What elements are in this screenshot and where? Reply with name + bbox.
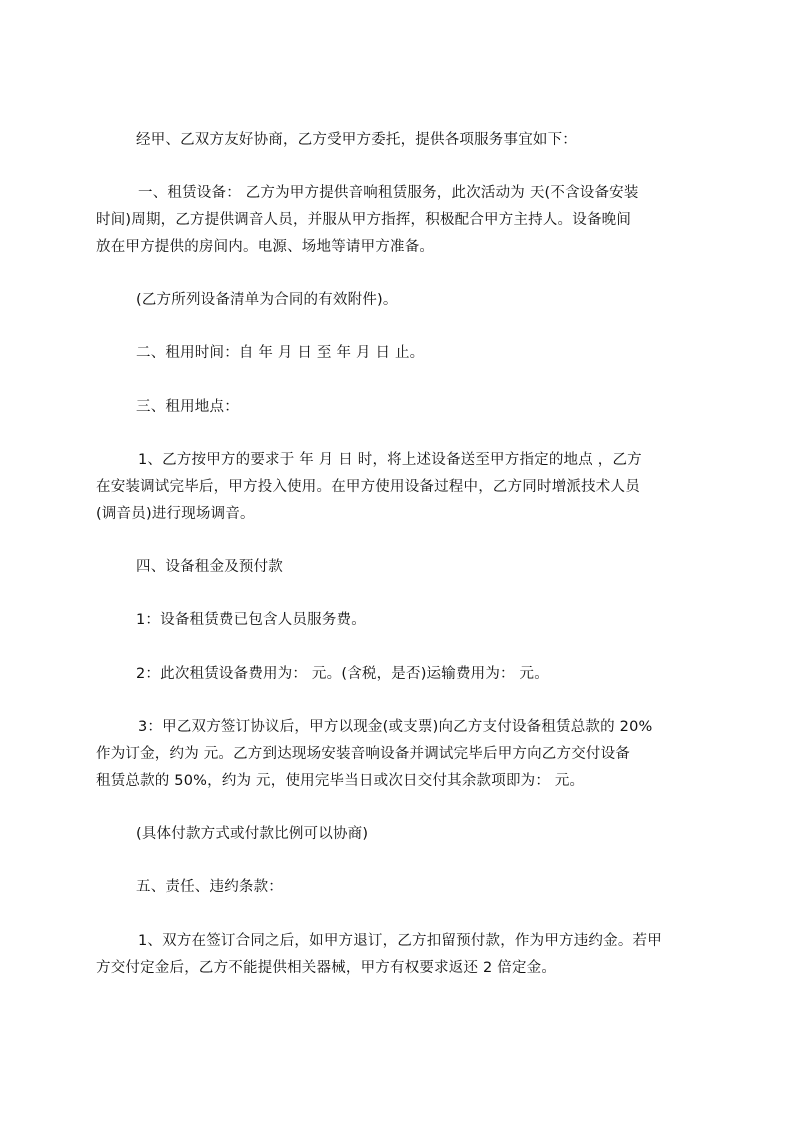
- section-5-item-1-line-1: 1、双方在签订合同之后，如甲方退订，乙方扣留预付款，作为甲方违约金。若甲: [138, 933, 662, 949]
- equipment-list-note: (乙方所列设备清单为合同的有效附件)。: [136, 292, 398, 308]
- section-3-title: 三、租用地点：: [136, 399, 239, 415]
- section-3-item-1-line-3: (调音员)进行现场调音。: [96, 506, 255, 522]
- intro-paragraph: 经甲、乙双方友好协商，乙方受甲方委托，提供各项服务事宜如下：: [136, 132, 577, 148]
- section-5-title: 五、责任、违约条款：: [136, 879, 283, 895]
- section-4-item-2: 2：此次租赁设备费用为： 元。(含税，是否)运输费用为： 元。: [136, 666, 549, 682]
- section-1-line-3: 放在甲方提供的房间内。电源、场地等请甲方准备。: [96, 239, 435, 255]
- section-4-item-3: [96, 714, 706, 795]
- section-5-item-1-line-2: 方交付定金后，乙方不能提供相关器械，甲方有权要求返还 2 倍定金。: [96, 960, 557, 976]
- section-4-title: 四、设备租金及预付款: [136, 559, 283, 575]
- payment-negotiable-note: (具体付款方式或付款比例可以协商): [136, 826, 369, 842]
- section-2-rental-period: 二、租用时间：自 年 月 日 至 年 月 日 止。: [136, 345, 425, 361]
- section-3-item-1-line-1: 1、乙方按甲方的要求于 年 月 日 时，将上述设备送至甲方指定的地点 ，乙方: [138, 452, 642, 468]
- section-3-item-1-line-2: 在安装调试完毕后，甲方投入使用。在甲方使用设备过程中，乙方同时增派技术人员: [96, 479, 640, 495]
- section-4-item-1: 1：设备租赁费已包含人员服务费。: [136, 612, 366, 628]
- section-4-item-3-line-1: 3：甲乙双方签订协议后，甲方以现金(或支票)向乙方支付设备租赁总款的 20%: [138, 719, 653, 735]
- section-1-line-2: 时间)周期，乙方提供调音人员，并服从甲方指挥，积极配合甲方主持人。设备晚间: [96, 212, 632, 228]
- section-4-item-3-line-2: 作为订金，约为 元。乙方到达现场安装音响设备并调试完毕后甲方向乙方交付设备: [96, 746, 631, 762]
- section-1-rental-equipment: [96, 180, 706, 261]
- section-1-line-1: 一、租赁设备： 乙方为甲方提供音响租赁服务，此次活动为 天(不含设备安装: [138, 185, 639, 201]
- section-3-item-1: [96, 447, 706, 528]
- section-5-item-1: [96, 928, 706, 982]
- section-4-item-3-line-3: 租赁总款的 50%，约为 元，使用完毕当日或次日交付其余款项即为： 元。: [96, 773, 585, 789]
